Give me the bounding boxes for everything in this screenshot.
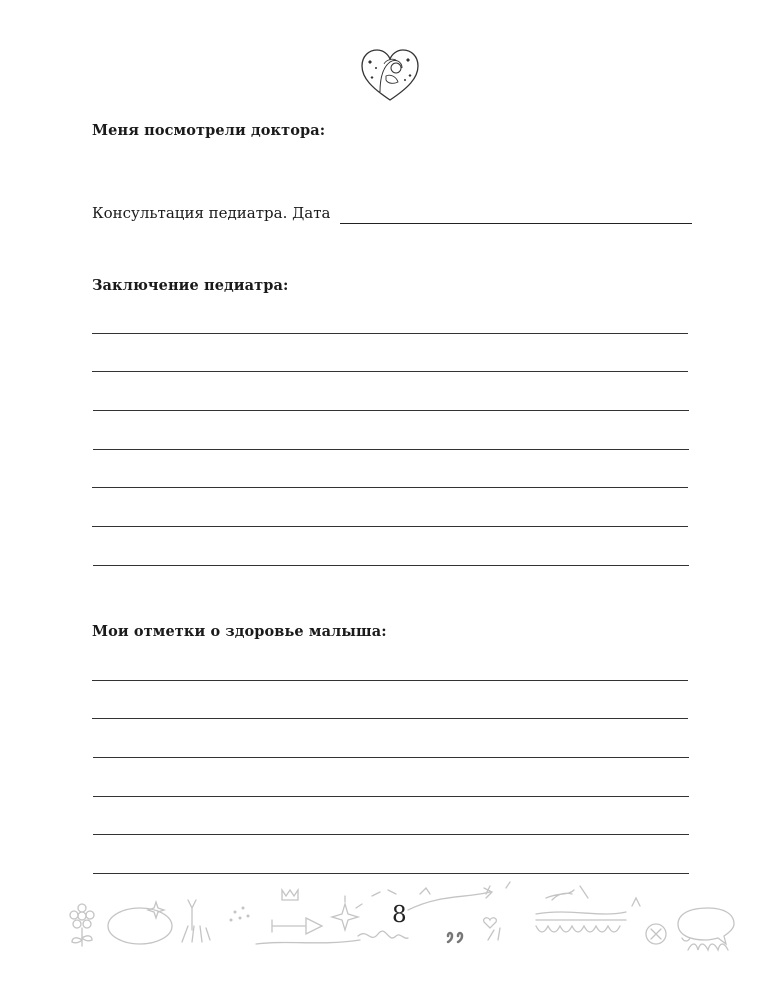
sparkle-icon (632, 898, 640, 906)
speech-bubble-icon (678, 908, 734, 944)
speech-oval-icon (108, 908, 172, 944)
arrow-icon (272, 918, 322, 934)
notes-writing-line[interactable] (93, 796, 689, 797)
consultation-label: Консультация педиатра. Дата (92, 204, 331, 222)
conclusion-heading: Заключение педиатра: (92, 277, 289, 294)
crown-icon (420, 888, 430, 894)
doctors-heading: Меня посмотрели доктора: (92, 122, 326, 139)
leaf-icon (546, 886, 588, 900)
consultation-row (92, 200, 692, 224)
conclusion-writing-line[interactable] (93, 410, 689, 411)
conclusion-writing-line[interactable] (92, 487, 688, 488)
loop-swirl-icon (358, 931, 408, 938)
dots-icon (230, 907, 250, 922)
quote-icon (448, 933, 462, 942)
conclusion-writing-line[interactable] (92, 526, 688, 527)
heart-mother-baby-icon (358, 46, 422, 104)
notes-heading: Мои отметки о здоровье малыша: (92, 623, 387, 640)
conclusion-writing-line[interactable] (92, 333, 688, 334)
notes-writing-line[interactable] (93, 873, 689, 874)
notes-writing-line[interactable] (93, 757, 689, 758)
arrow-icon (408, 888, 492, 910)
starburst-icon (332, 896, 362, 930)
scallop-banner-icon (536, 912, 626, 932)
rays-icon (182, 926, 210, 942)
notes-writing-line[interactable] (93, 834, 689, 835)
notes-writing-line[interactable] (92, 718, 688, 719)
consultation-date-field[interactable] (340, 203, 692, 224)
sparkle-icon (188, 900, 196, 930)
heart-icon (484, 918, 497, 928)
flower-icon (70, 904, 94, 946)
page-number: 8 (392, 902, 407, 928)
conclusion-writing-line[interactable] (93, 449, 689, 450)
conclusion-writing-line[interactable] (93, 565, 689, 566)
crown-icon (282, 890, 298, 900)
notes-writing-line[interactable] (92, 680, 688, 681)
conclusion-writing-line[interactable] (92, 371, 688, 372)
